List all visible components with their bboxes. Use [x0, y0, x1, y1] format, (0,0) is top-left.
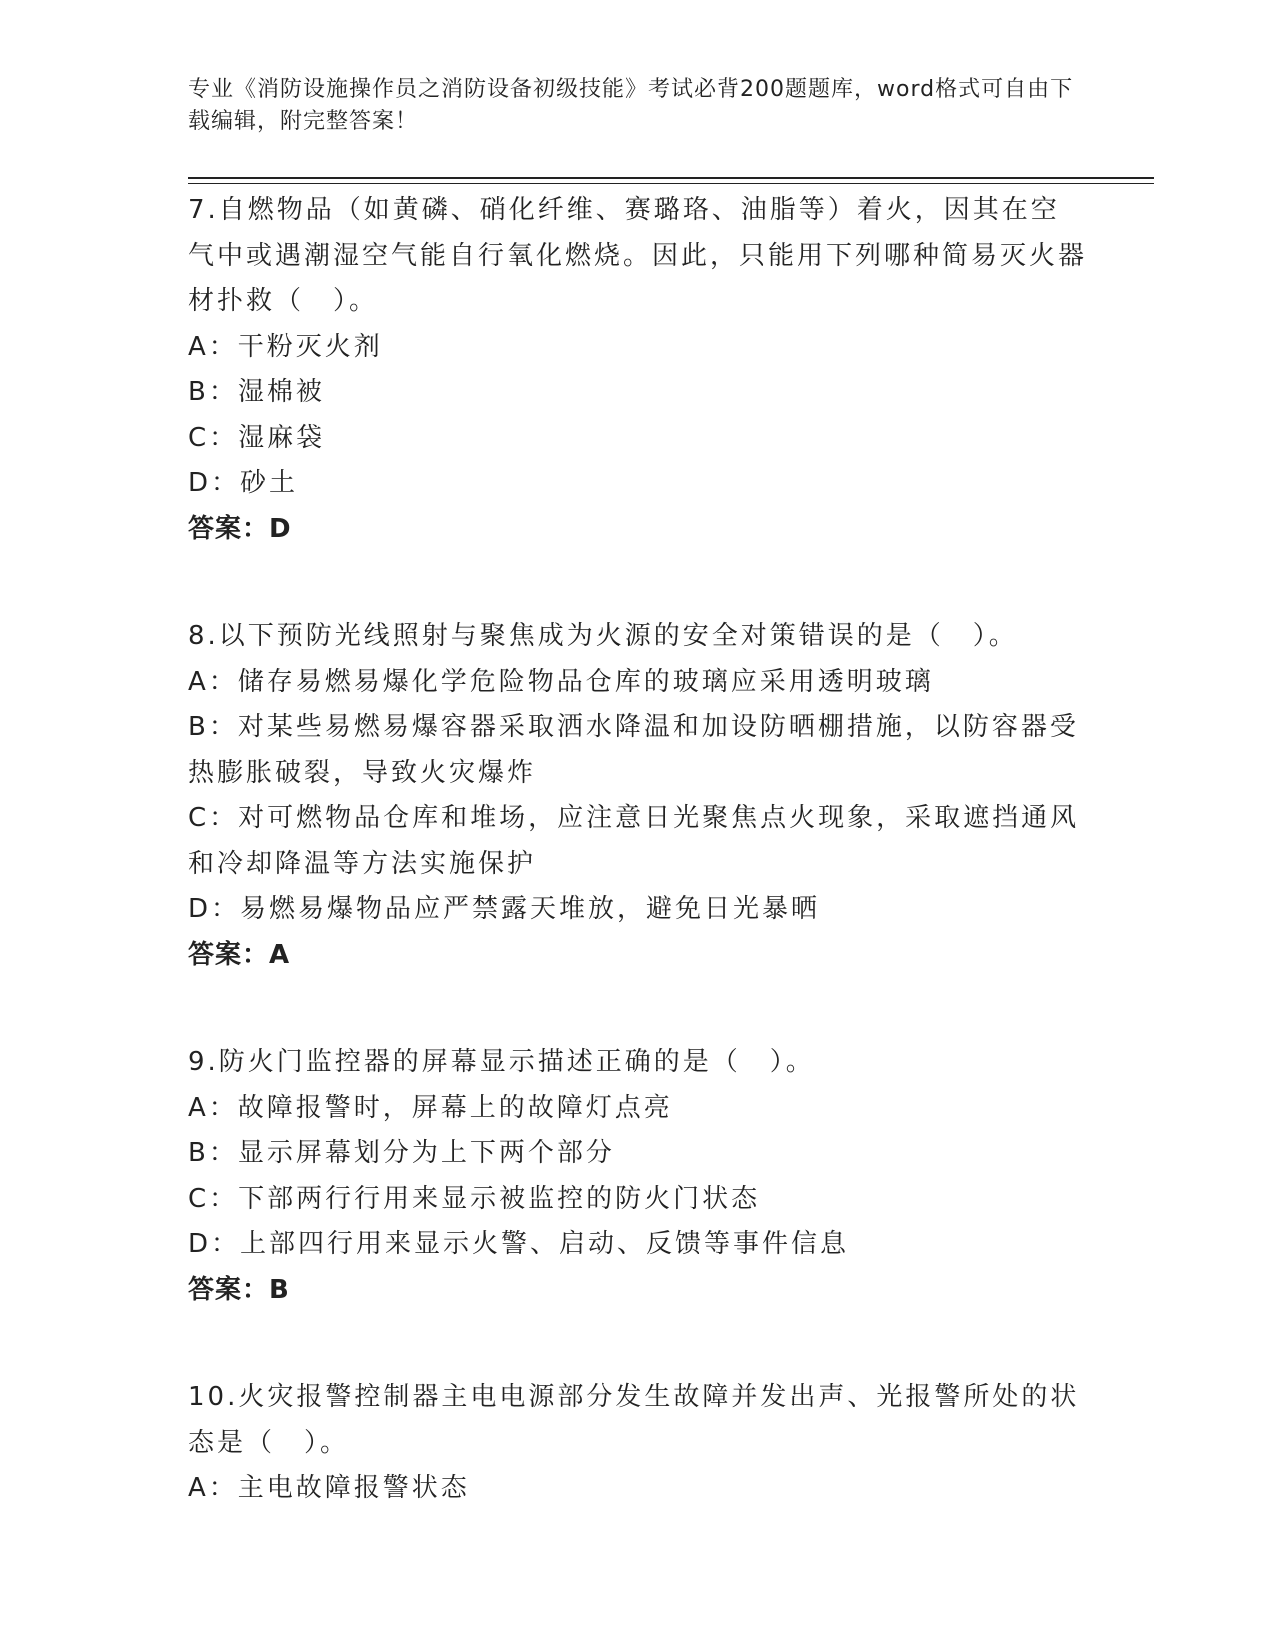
question-9	[188, 1040, 1088, 1313]
document-header: 专业《消防设施操作员之消防设备初级技能》考试必背200题题库，word格式可自由下载编辑，附完整答案！	[188, 77, 1074, 134]
option-d: D：易燃易爆物品应严禁露天堆放，避免日光暴晒	[188, 894, 821, 924]
option-a: A：故障报警时，屏幕上的故障灯点亮	[188, 1092, 673, 1123]
header-divider-bottom	[188, 183, 1154, 184]
question-text: 10.火灾报警控制器主电电源部分发生故障并发出声、光报警所处的状态是（ ）。	[188, 1382, 1080, 1458]
answer-label: 答案：B	[188, 1274, 290, 1305]
answer-label: 答案：A	[188, 939, 291, 970]
answer-label: 答案：D	[188, 513, 292, 544]
question-text: 7.自燃物品（如黄磷、硝化纤维、赛璐珞、油脂等）着火，因其在空气中或遇潮湿空气能自行氧化燃烧。因此，只能用下列哪种简易灭火器材扑救（ ）。	[188, 195, 1088, 316]
option-c: C：对可燃物品仓库和堆场，应注意日光聚焦点火现象，采取遮挡通风和冷却降温等方法实施保护	[188, 803, 1080, 879]
option-c: C：湿麻袋	[188, 422, 326, 453]
option-d: D：上部四行用来显示火警、启动、反馈等事件信息	[188, 1229, 850, 1259]
option-c: C：下部两行行用来显示被监控的防火门状态	[188, 1183, 761, 1214]
option-d: D：砂土	[188, 468, 299, 498]
question-text: 8.以下预防光线照射与聚焦成为火源的安全对策错误的是（ ）。	[188, 621, 1018, 651]
option-b: B：对某些易燃易爆容器采取洒水降温和加设防晒棚措施，以防容器受热膨胀破裂，导致火灾爆炸	[188, 712, 1079, 788]
option-a: A：主电故障报警状态	[188, 1473, 470, 1503]
question-list	[188, 188, 1088, 1574]
option-b: B：湿棉被	[188, 377, 325, 407]
question-7	[188, 188, 1088, 552]
option-b: B：显示屏幕划分为上下两个部分	[188, 1138, 615, 1168]
question-8	[188, 614, 1088, 978]
question-10	[188, 1375, 1088, 1512]
option-a: A：储存易燃易爆化学危险物品仓库的玻璃应采用透明玻璃	[188, 666, 934, 697]
question-text: 9.防火门监控器的屏幕显示描述正确的是（ ）。	[188, 1047, 815, 1077]
header-divider-top	[188, 177, 1154, 179]
option-a: A：干粉灭火剂	[188, 331, 383, 362]
